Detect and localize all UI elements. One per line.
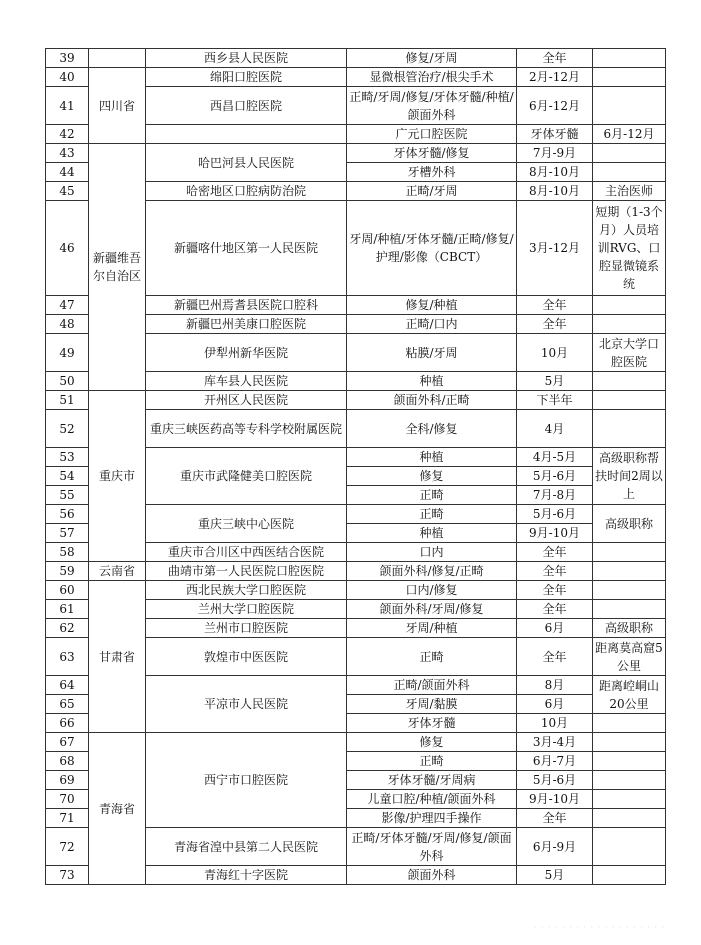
hospital-cell: 开州区人民医院 <box>146 391 347 410</box>
specialty-cell: 正畸/牙体牙髓/牙周/修复/颌面外科 <box>347 828 517 866</box>
row-number-cell: 73 <box>46 866 89 885</box>
specialty-cell: 正畸/牙周 <box>347 182 517 201</box>
specialty-cell: 修复/牙周 <box>347 49 517 68</box>
period-cell: 8月-10月 <box>517 163 593 182</box>
hospital-cell: 新疆巴州焉耆县医院口腔科 <box>146 296 347 315</box>
specialty-cell: 牙周/种植 <box>347 619 517 638</box>
period-cell: 6月-9月 <box>517 828 593 866</box>
period-cell: 下半年 <box>517 391 593 410</box>
note-cell <box>593 562 666 581</box>
faint-watermark: · · · · · · · · · · · · · · · · · · · <box>533 923 665 932</box>
period-cell: 3月-12月 <box>517 201 593 296</box>
note-cell <box>593 144 666 163</box>
specialty-cell: 正畸 <box>347 638 517 676</box>
hospital-cell: 绵阳口腔医院 <box>146 68 347 87</box>
row-number-cell: 39 <box>46 49 89 68</box>
period-cell: 全年 <box>517 296 593 315</box>
hospital-cell: 广元口腔医院 <box>347 125 517 144</box>
period-cell: 全年 <box>517 543 593 562</box>
row-number-cell: 42 <box>46 125 89 144</box>
row-number-cell: 59 <box>46 562 89 581</box>
note-cell <box>593 771 666 790</box>
specialty-cell: 全科/修复 <box>347 410 517 448</box>
row-number-cell: 61 <box>46 600 89 619</box>
period-cell: 6月 <box>517 695 593 714</box>
specialty-cell: 颌面外科/修复/正畸 <box>347 562 517 581</box>
period-cell: 7月-9月 <box>517 144 593 163</box>
hospital-cell: 伊犁州新华医院 <box>146 334 347 372</box>
province-cell: 青海省 <box>89 733 146 885</box>
row-number-cell: 60 <box>46 581 89 600</box>
period-cell: 全年 <box>517 562 593 581</box>
specialty-cell: 修复/种植 <box>347 296 517 315</box>
note-cell <box>593 296 666 315</box>
hospital-cell: 敦煌市中医医院 <box>146 638 347 676</box>
period-cell: 7月-8月 <box>517 486 593 505</box>
period-cell: 5月 <box>517 866 593 885</box>
period-cell: 9月-10月 <box>517 790 593 809</box>
specialty-cell: 显微根管治疗/根尖手术 <box>347 68 517 87</box>
period-cell: 6月-12月 <box>593 125 666 144</box>
period-cell: 2月-12月 <box>517 68 593 87</box>
period-cell: 5月-6月 <box>517 467 593 486</box>
row-number-cell: 64 <box>46 676 89 695</box>
specialty-cell: 颌面外科 <box>347 866 517 885</box>
note-cell <box>593 752 666 771</box>
row-number-cell: 44 <box>46 163 89 182</box>
note-cell <box>593 315 666 334</box>
hospital-cell: 曲靖市第一人民医院口腔医院 <box>146 562 347 581</box>
row-number-cell: 65 <box>46 695 89 714</box>
hospital-cell: 兰州市口腔医院 <box>146 619 347 638</box>
specialty-cell: 颌面外科/牙周/修复 <box>347 600 517 619</box>
note-cell: 短期（1-3个月）人员培训RVG、口腔显微镜系统 <box>593 201 666 296</box>
row-number-cell: 54 <box>46 467 89 486</box>
row-number-cell: 41 <box>46 87 89 125</box>
row-number-cell: 51 <box>46 391 89 410</box>
hospital-cell: 西宁市口腔医院 <box>146 733 347 828</box>
row-number-cell: 57 <box>46 524 89 543</box>
specialty-cell: 正畸 <box>347 505 517 524</box>
note-cell: 距离莫高窟5公里 <box>593 638 666 676</box>
period-cell: 全年 <box>517 49 593 68</box>
province-cell: 重庆市 <box>89 391 146 562</box>
period-cell: 5月-6月 <box>517 771 593 790</box>
row-number-cell: 48 <box>46 315 89 334</box>
row-number-cell: 66 <box>46 714 89 733</box>
period-cell: 全年 <box>517 809 593 828</box>
row-number-cell: 47 <box>46 296 89 315</box>
period-cell: 4月-5月 <box>517 448 593 467</box>
hospital-cell: 新疆巴州美康口腔医院 <box>146 315 347 334</box>
note-cell: 主治医师 <box>593 182 666 201</box>
specialty-cell: 颌面外科/正畸 <box>347 391 517 410</box>
period-cell: 全年 <box>517 315 593 334</box>
specialty-cell: 儿童口腔/种植/颌面外科 <box>347 790 517 809</box>
province-cell <box>89 49 146 68</box>
hospital-cell: 哈密地区口腔病防治院 <box>146 182 347 201</box>
row-number-cell: 71 <box>46 809 89 828</box>
note-cell <box>593 581 666 600</box>
note-cell <box>593 49 666 68</box>
period-cell: 10月 <box>517 714 593 733</box>
note-cell <box>593 87 666 125</box>
hospital-assistance-table <box>45 48 666 885</box>
specialty-cell: 牙体牙髓 <box>347 714 517 733</box>
specialty-cell: 口内 <box>347 543 517 562</box>
note-cell <box>593 600 666 619</box>
province-cell: 新疆维吾尔自治区 <box>89 144 146 391</box>
period-cell: 6月 <box>517 619 593 638</box>
specialty-cell: 口内/修复 <box>347 581 517 600</box>
row-number-cell: 58 <box>46 543 89 562</box>
period-cell: 5月-6月 <box>517 505 593 524</box>
hospital-cell: 重庆三峡中心医院 <box>146 505 347 543</box>
specialty-cell: 种植 <box>347 372 517 391</box>
specialty-cell: 种植 <box>347 448 517 467</box>
hospital-cell: 西北民族大学口腔医院 <box>146 581 347 600</box>
hospital-cell: 重庆三峡医药高等专科学校附属医院 <box>146 410 347 448</box>
note-cell: 高级职称 <box>593 505 666 543</box>
period-cell: 6月-12月 <box>517 87 593 125</box>
row-number-cell: 55 <box>46 486 89 505</box>
period-cell: 8月-10月 <box>517 182 593 201</box>
row-number-cell: 52 <box>46 410 89 448</box>
hospital-cell: 平凉市人民医院 <box>146 676 347 733</box>
specialty-cell: 正畸 <box>347 752 517 771</box>
hospital-cell: 青海红十字医院 <box>146 866 347 885</box>
row-number-cell: 46 <box>46 201 89 296</box>
note-cell: 高级职称 <box>593 619 666 638</box>
specialty-cell: 种植 <box>347 524 517 543</box>
period-cell: 6月-7月 <box>517 752 593 771</box>
note-cell <box>593 809 666 828</box>
note-cell <box>593 714 666 733</box>
period-cell: 全年 <box>517 581 593 600</box>
table-row <box>46 581 666 600</box>
hospital-cell: 哈巴河县人民医院 <box>146 144 347 182</box>
row-number-cell: 45 <box>46 182 89 201</box>
row-number-cell: 56 <box>46 505 89 524</box>
row-number-cell: 49 <box>46 334 89 372</box>
row-number-cell: 40 <box>46 68 89 87</box>
specialty-cell: 修复 <box>347 733 517 752</box>
hospital-cell: 库车县人民医院 <box>146 372 347 391</box>
row-number-cell: 72 <box>46 828 89 866</box>
province-cell <box>146 125 347 144</box>
note-cell: 高级职称帮扶时间2周以上 <box>593 448 666 505</box>
note-cell <box>593 828 666 866</box>
specialty-cell: 牙体牙髓/牙周病 <box>347 771 517 790</box>
hospital-cell: 新疆喀什地区第一人民医院 <box>146 201 347 296</box>
note-cell <box>593 790 666 809</box>
specialty-cell: 正畸 <box>347 486 517 505</box>
row-number-cell: 53 <box>46 448 89 467</box>
hospital-cell: 重庆市武隆健美口腔医院 <box>146 448 347 505</box>
specialty-cell: 牙槽外科 <box>347 163 517 182</box>
specialty-cell: 影像/护理四手操作 <box>347 809 517 828</box>
period-cell: 3月-4月 <box>517 733 593 752</box>
period-cell: 5月 <box>517 372 593 391</box>
row-number-cell: 67 <box>46 733 89 752</box>
row-number-cell: 68 <box>46 752 89 771</box>
hospital-cell: 西乡县人民医院 <box>146 49 347 68</box>
specialty-cell: 牙周/黏膜 <box>347 695 517 714</box>
table-row <box>46 391 666 410</box>
province-cell: 甘肃省 <box>89 581 146 733</box>
period-cell: 10月 <box>517 334 593 372</box>
row-number-cell: 63 <box>46 638 89 676</box>
table-row <box>46 49 666 68</box>
table-row <box>46 144 666 163</box>
specialty-cell: 粘膜/牙周 <box>347 334 517 372</box>
hospital-cell: 兰州大学口腔医院 <box>146 600 347 619</box>
note-cell <box>593 163 666 182</box>
note-cell <box>593 543 666 562</box>
specialty-cell: 正畸/颌面外科 <box>347 676 517 695</box>
hospital-cell: 青海省湟中县第二人民医院 <box>146 828 347 866</box>
note-cell <box>593 372 666 391</box>
specialty-cell: 牙周/种植/牙体牙髓/正畸/修复/护理/影像（CBCT） <box>347 201 517 296</box>
specialty-cell: 正畸/牙周/修复/牙体牙髓/种植/颌面外科 <box>347 87 517 125</box>
table-row <box>46 733 666 752</box>
specialty-cell: 正畸/口内 <box>347 315 517 334</box>
period-cell: 9月-10月 <box>517 524 593 543</box>
table-body <box>46 49 666 885</box>
period-cell: 4月 <box>517 410 593 448</box>
note-cell: 距离崆峒山20公里 <box>593 676 666 714</box>
hospital-cell: 西昌口腔医院 <box>146 87 347 125</box>
period-cell: 8月 <box>517 676 593 695</box>
row-number-cell: 69 <box>46 771 89 790</box>
note-cell <box>593 866 666 885</box>
period-cell: 全年 <box>517 600 593 619</box>
province-cell: 云南省 <box>89 562 146 581</box>
table-row <box>46 68 666 87</box>
specialty-cell: 牙体牙髓 <box>517 125 593 144</box>
row-number-cell: 62 <box>46 619 89 638</box>
note-cell <box>593 410 666 448</box>
row-number-cell: 43 <box>46 144 89 163</box>
note-cell <box>593 733 666 752</box>
row-number-cell: 70 <box>46 790 89 809</box>
specialty-cell: 修复 <box>347 467 517 486</box>
note-cell <box>593 391 666 410</box>
note-cell: 北京大学口腔医院 <box>593 334 666 372</box>
table-row <box>46 562 666 581</box>
specialty-cell: 牙体牙髓/修复 <box>347 144 517 163</box>
period-cell: 全年 <box>517 638 593 676</box>
province-cell: 四川省 <box>89 68 146 144</box>
row-number-cell: 50 <box>46 372 89 391</box>
note-cell <box>593 68 666 87</box>
hospital-cell: 重庆市合川区中西医结合医院 <box>146 543 347 562</box>
